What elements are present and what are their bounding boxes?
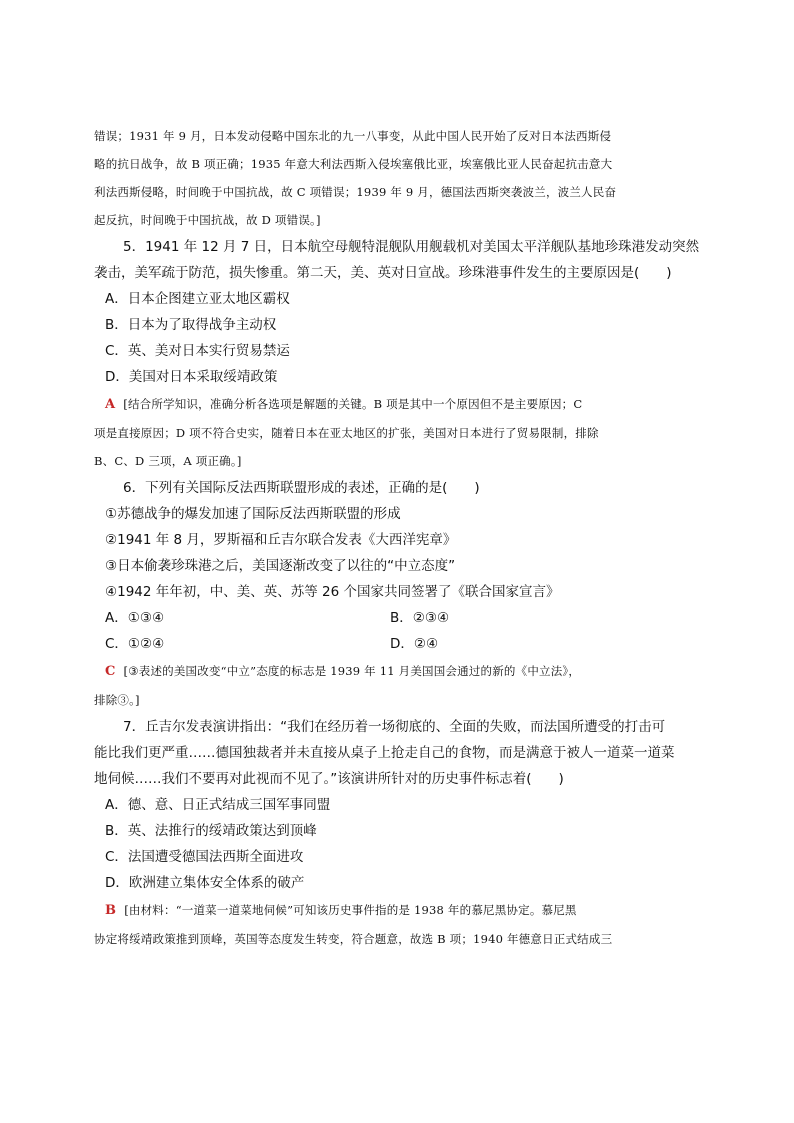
question-5-stem-line-1: 5．1941 年 12 月 7 日，日本航空母舰特混舰队用舰载机对美国太平洋舰队基地珍珠港发动突然	[123, 239, 700, 255]
question-5-option-d: D．美国对日本采取绥靖政策	[105, 369, 278, 385]
question-7-stem-line-2: 能比我们更严重……德国独裁者并未直接从桌子上抢走自己的食物，而是满意于被人一道菜一道菜	[94, 745, 675, 761]
answer-5-line-2: 项是直接原因；D 项不符合史实，随着日本在亚太地区的扩张，美国对日本进行了贸易限制，排除	[94, 426, 599, 440]
answer-7-text: [由材料：“一道菜一道菜地伺候”可知该历史事件指的是 1938 年的慕尼黑协定。慕尼黑	[124, 903, 577, 917]
page-content	[94, 122, 700, 953]
question-6-statement-1: ①苏德战争的爆发加速了国际反法西斯联盟的形成	[105, 506, 401, 522]
question-5-option-a: A．日本企图建立亚太地区霸权	[105, 291, 290, 307]
answer-5-line-3: B、C、D 三项，A 项正确。]	[94, 454, 242, 468]
answer-5-text: [结合所学知识，准确分析各选项是解题的关键。B 项是其中一个原因但不是主要原因；C	[123, 397, 583, 411]
answer-5-letter: A	[105, 397, 116, 412]
question-6-statement-3: ③日本偷袭珍珠港之后，美国逐渐改变了以往的“中立态度”	[105, 558, 456, 574]
question-7-stem-line-1: 7．丘吉尔发表演讲指出：“我们在经历着一场彻底的、全面的失败，而法国所遭受的打击可	[123, 719, 666, 735]
question-6-option-c: C．①②④	[105, 636, 165, 652]
question-6-option-d: D．②④	[390, 636, 439, 652]
answer-7-line-1	[94, 896, 700, 925]
question-5-option-c: C．英、美对日本实行贸易禁运	[105, 343, 290, 359]
answer-5-line-1	[94, 390, 700, 419]
answer-7-line-2: 协定将绥靖政策推到顶峰，英国等态度发生转变，符合题意，故选 B 项；1940 年德意日正式结成三	[94, 932, 613, 946]
question-7-option-a: A．德、意、日正式结成三国军事同盟	[105, 797, 331, 813]
answer-4-line-2: 略的抗日战争，故 B 项正确；1935 年意大利法西斯入侵埃塞俄比亚，埃塞俄比亚人民奋起抗击意大	[94, 157, 613, 171]
question-6-statement-4: ④1942 年年初，中、美、英、苏等 26 个国家共同签署了《联合国家宣言》	[105, 584, 560, 600]
answer-4-line-1: 错误；1931 年 9 月，日本发动侵略中国东北的九一八事变，从此中国人民开始了反对日本法西斯侵	[94, 129, 612, 143]
answer-7-letter: B	[105, 903, 117, 918]
answer-6-text: [③表述的美国改变“中立”态度的标志是 1939 年 11 月美国国会通过的新的《中立法》，	[123, 664, 581, 678]
question-6-stem: 6．下列有关国际反法西斯联盟形成的表述，正确的是( )	[123, 480, 480, 496]
question-6-options-row-2	[94, 631, 700, 657]
question-6-option-a: A．①③④	[105, 610, 165, 626]
answer-4-line-3: 利法西斯侵略，时间晚于中国抗战，故 C 项错误；1939 年 9 月，德国法西斯突袭波兰，波兰人民奋	[94, 185, 617, 199]
question-6-option-b: B．②③④	[390, 610, 450, 626]
answer-6-letter: C	[105, 664, 116, 679]
answer-6-line-2: 排除③。]	[94, 693, 140, 707]
question-7-option-c: C．法国遭受德国法西斯全面进攻	[105, 849, 304, 865]
answer-4-line-4: 起反抗，时间晚于中国抗战，故 D 项错误。]	[94, 213, 321, 227]
question-5-stem-line-2: 袭击，美军疏于防范，损失惨重。第二天，美、英对日宣战。珍珠港事件发生的主要原因是( )	[94, 265, 672, 281]
question-7-stem-line-3: 地伺候……我们不要再对此视而不见了。”该演讲所针对的历史事件标志着( )	[94, 771, 564, 787]
question-7-option-d: D．欧洲建立集体安全体系的破产	[105, 875, 305, 891]
answer-6-line-1	[94, 657, 700, 686]
question-7-option-b: B．英、法推行的绥靖政策达到顶峰	[105, 823, 317, 839]
question-6-statement-2: ②1941 年 8 月，罗斯福和丘吉尔联合发表《大西洋宪章》	[105, 532, 457, 548]
question-5-option-b: B．日本为了取得战争主动权	[105, 317, 277, 333]
question-6-options-row-1	[94, 605, 700, 631]
